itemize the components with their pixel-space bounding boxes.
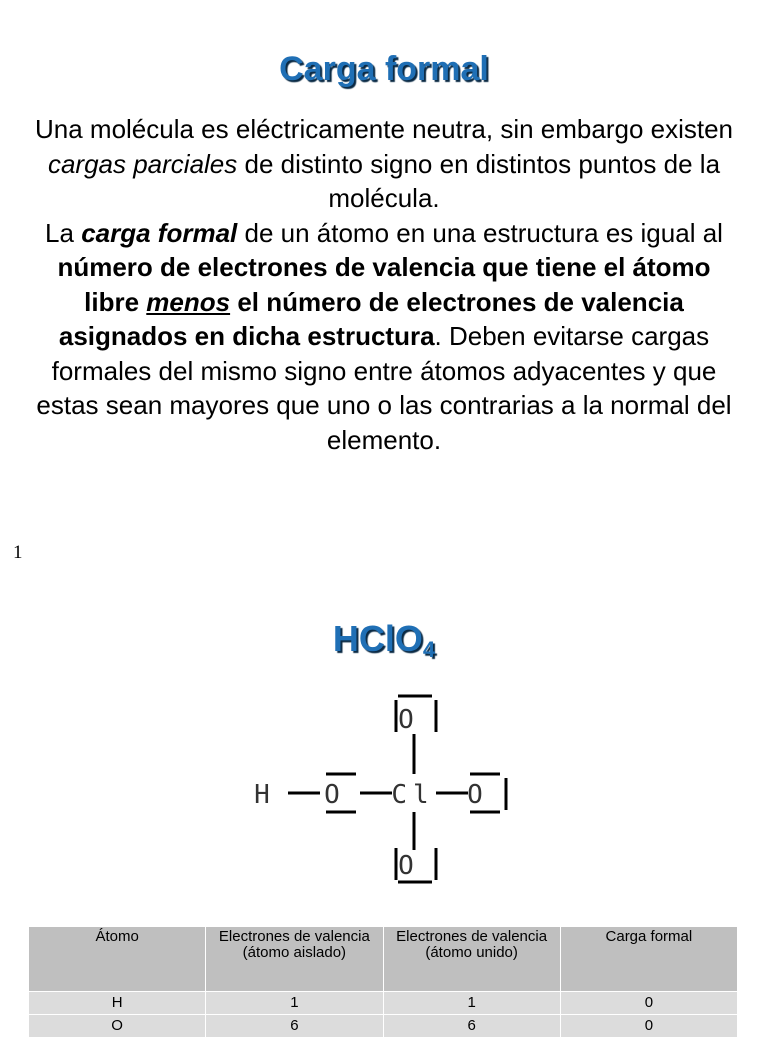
partial-charges-term: cargas parciales (47, 148, 238, 179)
header-atom: Átomo (29, 927, 206, 992)
lewis-structure (240, 686, 530, 886)
intro-text-end: de distinto signo en distintos puntos de la molécula. (237, 148, 721, 213)
formal-charge-table (28, 926, 738, 1038)
definition-bold-1: número de electrones de valencia que tiene el átomo libre (57, 252, 711, 317)
formal-charge-term: carga formal (81, 217, 238, 248)
definition-bold-2: el número de electrones de valencia asignados en dicha estructura (58, 286, 684, 351)
atom-o-right: O (467, 780, 483, 810)
formula-main: HClO (332, 618, 423, 659)
table-cell: H (29, 992, 206, 1015)
atom-h: H (254, 780, 270, 810)
formula-title (0, 618, 768, 663)
definition-text-start: La (45, 217, 82, 248)
table-row (29, 1015, 738, 1038)
table-row (29, 992, 738, 1015)
atom-o-top: O (398, 705, 414, 735)
definition-text-end: . Deben evitarse cargas formales del mismo signo entre átomos adyacentes y que estas sean mayores que uno o las contrarias a la normal del elemento. (36, 321, 732, 455)
slide-title: Carga formal (279, 50, 489, 88)
intro-text: Una molécula es eléctricamente neutra, sin embargo existen (34, 114, 734, 144)
table-cell: 6 (206, 1015, 383, 1038)
table-cell: 6 (383, 1015, 560, 1038)
table-cell: 0 (560, 992, 737, 1015)
table (28, 926, 738, 1038)
definition-text: de un átomo en una estructura es igual al (237, 217, 723, 248)
page-number: 1 (13, 542, 23, 563)
table-cell: 1 (206, 992, 383, 1015)
body-text (30, 112, 738, 457)
paragraph-definition (30, 216, 738, 458)
table-cell: 1 (383, 992, 560, 1015)
atom-cl: Cl (391, 780, 435, 810)
formula-subscript: 4 (422, 637, 436, 662)
atom-o-bottom: O (398, 851, 414, 881)
header-valence-isolated: Electrones de valencia (átomo aislado) (206, 927, 383, 992)
table-cell: O (29, 1015, 206, 1038)
header-formal-charge: Carga formal (560, 927, 737, 992)
table-header-row (29, 927, 738, 992)
paragraph-intro (30, 112, 738, 216)
table-cell: 0 (560, 1015, 737, 1038)
atom-o-left: O (324, 780, 340, 810)
menos-term: menos (146, 286, 231, 317)
header-valence-bonded: Electrones de valencia (átomo unido) (383, 927, 560, 992)
